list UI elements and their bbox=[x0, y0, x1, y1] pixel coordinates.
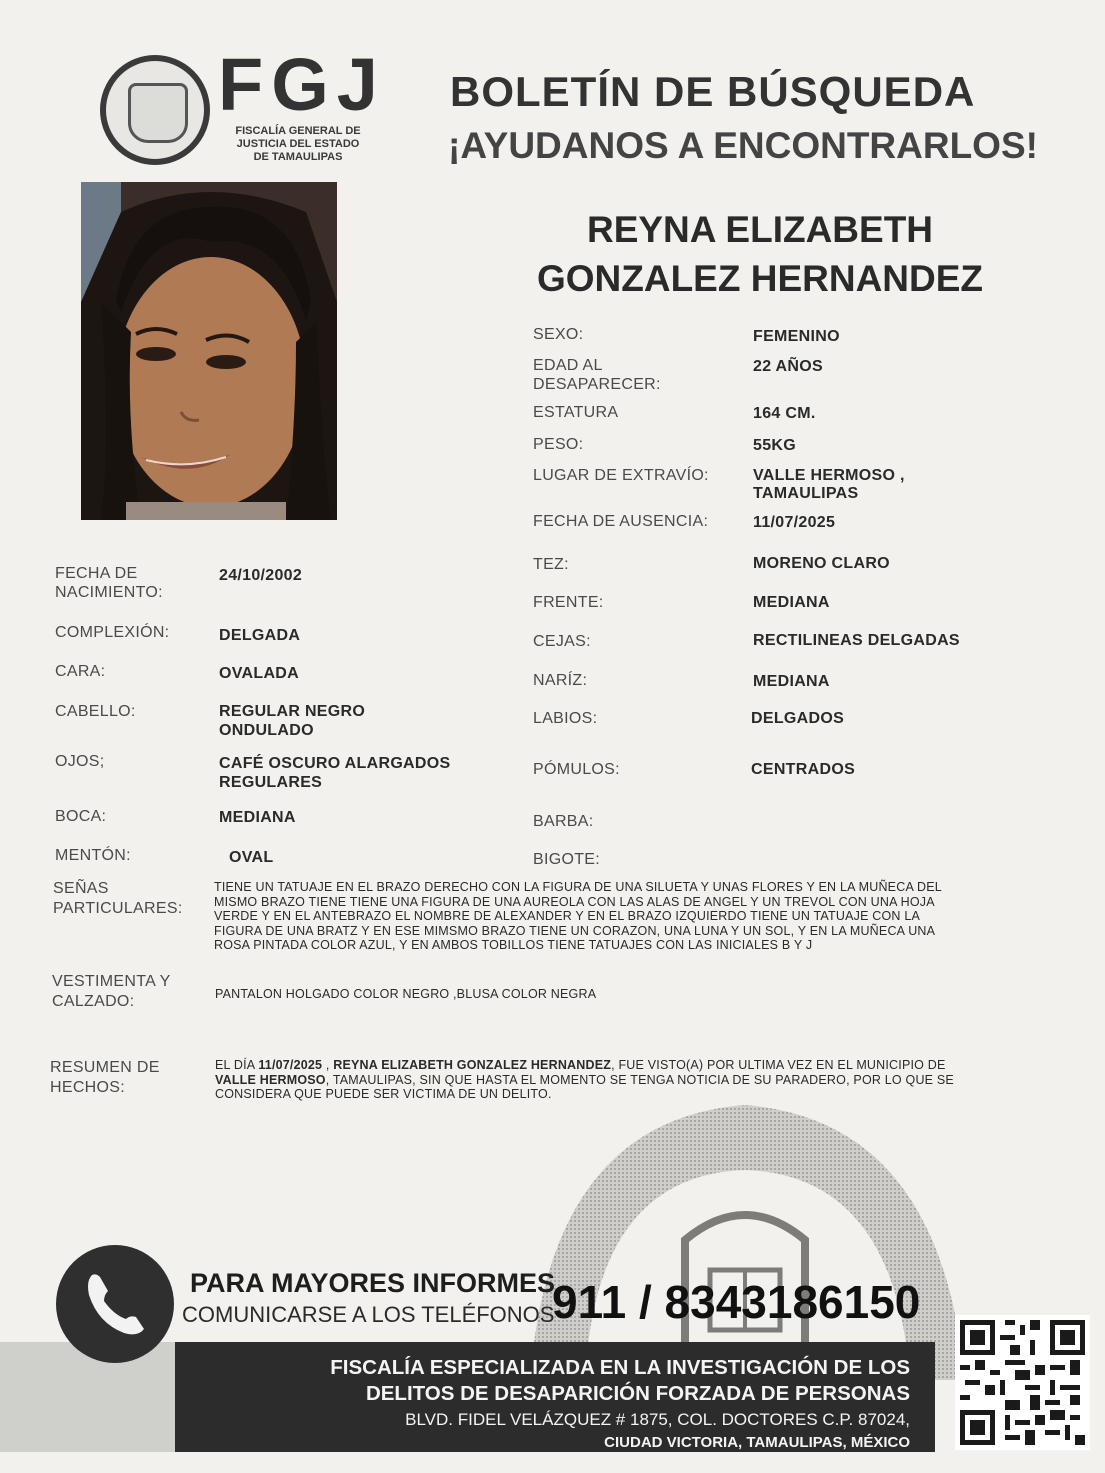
label-tez: TEZ: bbox=[533, 556, 569, 573]
value-complexion: DELGADA bbox=[219, 627, 301, 644]
value-nariz: MEDIANA bbox=[753, 673, 830, 690]
value-cabello: REGULAR NEGRO ONDULADO bbox=[219, 703, 366, 739]
value-fecha-nacimiento: 24/10/2002 bbox=[219, 567, 303, 584]
senas-text: TIENE UN TATUAJE EN EL BRAZO DERECHO CON LA FIGURA DE UNA SILUETA Y UNAS FLORES Y EN LA MUÑECA DEL MISMO BRAZO TIENE TIENE UNA FIGURA DE UNA AUREOLA CON LAS ALAS DE ANGEL Y UN TREVOL CON UNA HOJA VERDE Y EN EL ANTEBRAZO EL NOMBRE DE ALEXANDER Y EN EL BRAZO IZQUIERDO TIENE UN TATUAJE CON LA FIGURA DE UNA BRATZ Y EN ESE MIMSMO BRAZO TIENE UN CORAZON, UNA LUNA Y UN SOL, Y EN LA MUÑECA UNA ROSA PINTADA COLOR AZUL, Y EN AMBOS TOBILLOS TIENE TATUAJES CON LAS INICIALES B Y J bbox=[214, 880, 942, 952]
label-labios: LABIOS: bbox=[533, 710, 598, 727]
value-lugar: VALLE HERMOSO , TAMAULIPAS bbox=[753, 467, 905, 502]
missing-person-photo bbox=[81, 182, 337, 520]
label-complexion: COMPLEXIÓN: bbox=[55, 624, 170, 641]
value-peso: 55KG bbox=[753, 437, 796, 454]
value-vestimenta: PANTALON HOLGADO COLOR NEGRO ,BLUSA COLOR NEGRA bbox=[215, 987, 597, 1001]
label-cejas: CEJAS: bbox=[533, 633, 591, 650]
info-title: PARA MAYORES INFORMES, bbox=[190, 1268, 563, 1298]
value-estatura: 164 CM. bbox=[753, 405, 816, 422]
value-cara: OVALADA bbox=[219, 665, 300, 682]
label-ojos: OJOS; bbox=[55, 753, 105, 770]
office-line2: DELITOS DE DESAPARICIÓN FORZADA DE PERSONAS bbox=[365, 1382, 910, 1405]
label-estatura: ESTATURA bbox=[533, 404, 619, 421]
resumen-text: EL DÍA 11/07/2025 , REYNA ELIZABETH GONZALEZ HERNANDEZ, FUE VISTO(A) POR ULTIMA VEZ EN EL MUNICIPIO DE VALLE HERMOSO, TAMAULIPAS, SIN QUE HASTA EL MOMENTO SE TENGA NOTICIA DE SU PARADERO, POR LO QUE SE CONSIDERA QUE PUEDE SER VICTIMA DE UN DELITO. bbox=[215, 1058, 954, 1101]
bulletin-subtitle: ¡AYUDANOS A ENCONTRARLOS! bbox=[448, 125, 1038, 166]
label-cara: CARA: bbox=[55, 663, 106, 680]
label-frente: FRENTE: bbox=[533, 594, 604, 611]
value-boca: MEDIANA bbox=[219, 809, 296, 826]
value-menton: OVAL bbox=[229, 849, 274, 866]
label-edad: EDAD AL DESAPARECER: bbox=[533, 357, 661, 393]
value-cejas: RECTILINEAS DELGADAS bbox=[753, 632, 960, 649]
value-ojos: CAFÉ OSCURO ALARGADOS REGULARES bbox=[219, 755, 451, 791]
value-tez: MORENO CLARO bbox=[753, 555, 890, 572]
phone-icon bbox=[56, 1245, 174, 1363]
bulletin-title: BOLETÍN DE BÚSQUEDA bbox=[450, 68, 976, 115]
info-subtitle: COMUNICARSE A LOS TELÉFONOS bbox=[182, 1302, 555, 1327]
label-bigote: BIGOTE: bbox=[533, 851, 600, 868]
state-seal-icon bbox=[510, 1080, 980, 1380]
label-vestimenta: VESTIMENTA Y CALZADO: bbox=[52, 973, 171, 1010]
value-labios: DELGADOS bbox=[751, 710, 845, 727]
address-line1: BLVD. FIDEL VELÁZQUEZ # 1875, COL. DOCTORES C.P. 87024, bbox=[405, 1410, 910, 1429]
contact-phone-numbers[interactable]: 911 / 8343186150 bbox=[552, 1276, 921, 1328]
value-edad: 22 AÑOS bbox=[753, 358, 823, 375]
value-pomulos: CENTRADOS bbox=[751, 761, 856, 778]
label-menton: MENTÓN: bbox=[55, 847, 131, 864]
fgj-logo-subtitle: FISCALÍA GENERAL DE JUSTICIA DEL ESTADO DE TAMAULIPAS bbox=[235, 125, 361, 163]
label-peso: PESO: bbox=[533, 436, 584, 453]
fgj-logo-text: FGJ bbox=[218, 43, 386, 126]
label-nariz: NARÍZ: bbox=[533, 672, 588, 689]
label-fecha-nacimiento: FECHA DE NACIMIENTO: bbox=[55, 565, 163, 601]
label-fecha-ausencia: FECHA DE AUSENCIA: bbox=[533, 513, 709, 530]
label-resumen: RESUMEN DE HECHOS: bbox=[50, 1059, 160, 1096]
label-sexo: SEXO: bbox=[533, 326, 584, 343]
person-name bbox=[480, 205, 1040, 303]
person-name-line1: REYNA ELIZABETH bbox=[586, 209, 934, 250]
fgj-seal-icon bbox=[100, 55, 210, 165]
qr-code-icon[interactable] bbox=[955, 1315, 1090, 1450]
label-senas: SEÑAS PARTICULARES: bbox=[53, 880, 183, 917]
label-barba: BARBA: bbox=[533, 813, 594, 830]
office-line1: FISCALÍA ESPECIALIZADA EN LA INVESTIGACIÓN DE LOS bbox=[330, 1356, 910, 1379]
person-name-line2: GONZALEZ HERNANDEZ bbox=[536, 258, 984, 299]
label-boca: BOCA: bbox=[55, 808, 107, 825]
label-lugar: LUGAR DE EXTRAVÍO: bbox=[533, 467, 709, 484]
value-frente: MEDIANA bbox=[753, 594, 830, 611]
value-fecha-ausencia: 11/07/2025 bbox=[753, 514, 836, 531]
address-line2: CIUDAD VICTORIA, TAMAULIPAS, MÉXICO bbox=[604, 1434, 910, 1451]
label-cabello: CABELLO: bbox=[55, 703, 136, 720]
label-pomulos: PÓMULOS: bbox=[533, 761, 620, 778]
value-sexo: FEMENINO bbox=[753, 328, 840, 345]
